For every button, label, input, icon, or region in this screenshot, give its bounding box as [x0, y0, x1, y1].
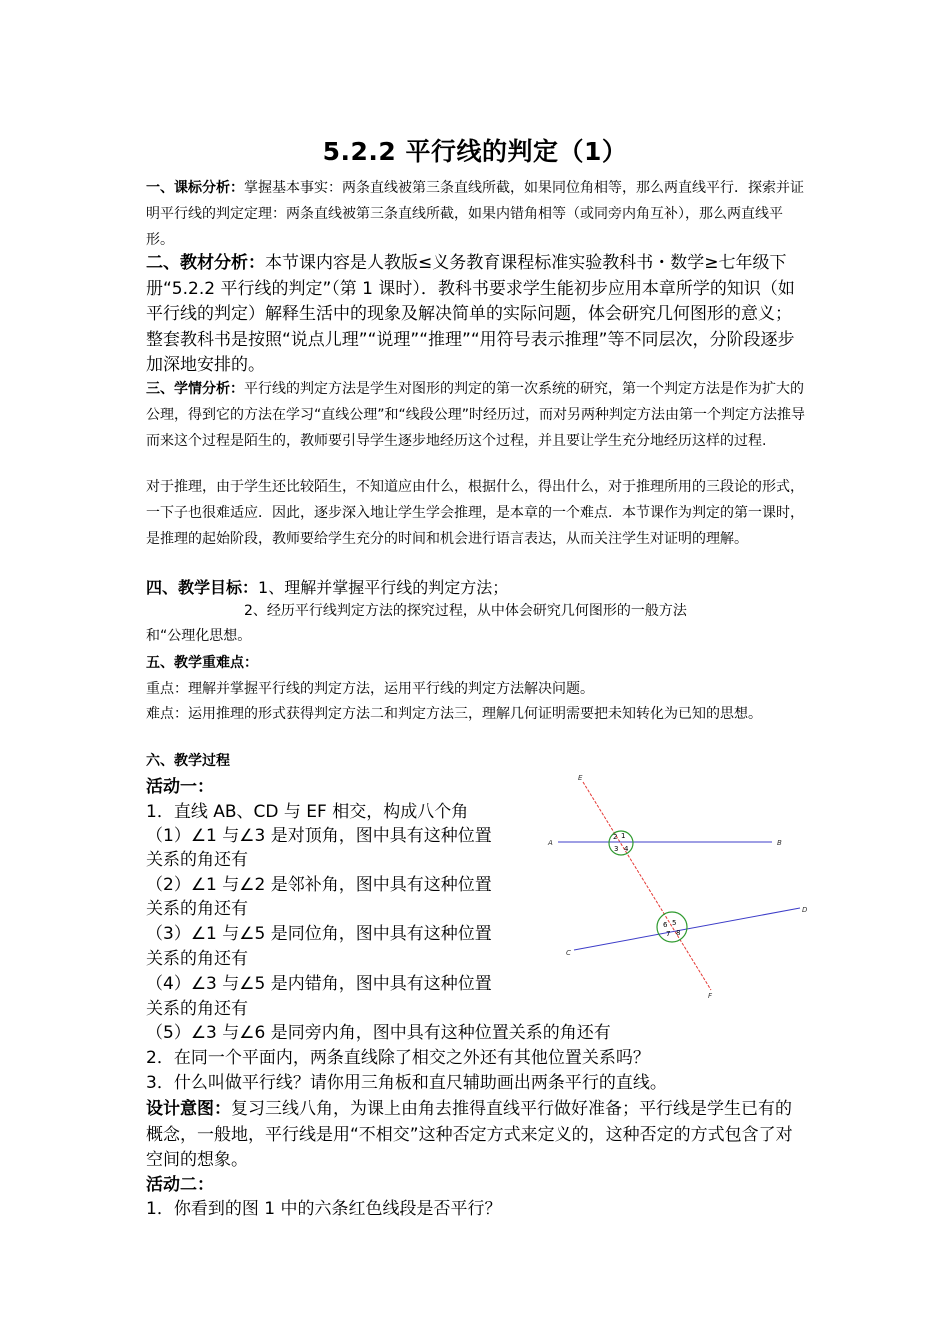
angle-label: 6 [663, 921, 668, 929]
transversal-ef [583, 782, 711, 990]
section-heading: 三、学情分析： [146, 381, 244, 397]
angle-label: 1 [621, 832, 626, 840]
angle-label: 3 [614, 845, 619, 853]
angle-marker-bottom [657, 912, 687, 942]
goal-1: 1、理解并掌握平行线的判定方法； [258, 578, 509, 597]
section-text: 掌握基本事实：两条直线被第三条直线所截，如果同位角相等，那么两直线平行．探索并证明平行线的判定定理：两条直线被第三条直线所截，如果内错角相等（或同旁内角互补），那么两直线平形。 [146, 180, 804, 248]
activity-1-question-3: 3．什么叫做平行线？请你用三角板和直尺辅助画出两条平行的直线。 [146, 1073, 667, 1093]
section-teaching-process-heading: 六、教学过程 [146, 753, 230, 769]
list-item: 关系的角还有 [146, 850, 248, 870]
goal-2-continued: 和“公理化思想。 [146, 628, 252, 644]
angle-label: 5 [672, 919, 677, 927]
page-title: 5.2.2 平行线的判定（1） [322, 137, 628, 166]
section-curriculum-analysis [146, 175, 806, 253]
label-c: C [566, 949, 571, 957]
label-b: B [777, 839, 782, 847]
section-heading: 二、教材分析： [146, 253, 265, 273]
label-e: E [578, 774, 583, 782]
section-heading: 一、课标分析： [146, 180, 244, 196]
section-heading: 四、教学目标： [146, 578, 259, 597]
section-text: 平行线的判定方法是学生对图形的判定的第一次系统的研究，第一个判定方法是作为扩大的公理，得到它的方法在学习“直线公理”和“线段公理”时经历过，而对另两种判定方法由第一个判定方法推导而来这个过程是陌生的，教师要引导学生逐步地经历这个过程，并且要让学生充分地经历这样的过程. [146, 381, 806, 449]
list-item: （2）∠1 与∠2 是邻补角，图中具有这种位置 [146, 875, 492, 895]
goal-2: 2、经历平行线判定方法的探究过程，从中体会研究几何图形的一般方法 [244, 603, 687, 619]
list-item: （1）∠1 与∠3 是对顶角，图中具有这种位置 [146, 826, 492, 846]
section-textbook-analysis [146, 251, 806, 379]
activity-2-question-1: 1．你看到的图 1 中的六条红色线段是否平行？ [146, 1199, 502, 1219]
difficult-point: 难点：运用推理的形式获得判定方法二和判定方法三，理解几何证明需要把未知转化为已知的思想。 [146, 706, 762, 722]
activity-1-question-2: 2．在同一个平面内，两条直线除了相交之外还有其他位置关系吗？ [146, 1048, 650, 1068]
list-item: （3）∠1 与∠5 是同位角，图中具有这种位置 [146, 924, 492, 944]
activity-1-heading: 活动一： [146, 777, 214, 797]
label-d: D [802, 906, 808, 914]
list-item: （4）∠3 与∠5 是内错角，图中具有这种位置 [146, 974, 492, 994]
list-item: 关系的角还有 [146, 899, 248, 919]
list-item: （5）∠3 与∠6 是同旁内角，图中具有这种位置关系的角还有 [146, 1023, 611, 1043]
design-intent [146, 1097, 806, 1174]
intersecting-lines-figure [544, 772, 816, 1000]
section-student-analysis [146, 376, 806, 454]
section-text: 本节课内容是人教版≤义务教育课程标准实验教科书・数学≥七年级下册“5.2.2 平行线的判定”（第 1 课时）．教科书要求学生能初步应用本章所学的知识（如平行线的判定）解释生活中的现象及解决简单的实际问题，体会研究几何图形的意义；整套教科书是按照“说点儿理”“说理”“推理”“用符号表示推理”等不同层次，分阶段逐步加深地安排的。 [146, 253, 795, 375]
key-point: 重点：理解并掌握平行线的判定方法，运用平行线的判定方法解决问题。 [146, 681, 594, 697]
list-item: 关系的角还有 [146, 999, 248, 1019]
angle-label: 7 [666, 930, 671, 938]
activity-1-question-1: 1．直线 AB、CD 与 EF 相交，构成八个角 [146, 802, 469, 822]
section-heading: 设计意图： [146, 1099, 231, 1119]
activity-2-heading: 活动二： [146, 1175, 214, 1195]
label-f: F [708, 992, 713, 1000]
section-key-points-heading: 五、教学重难点： [146, 655, 258, 671]
section-text: 复习三线八角，为课上由角去推得直线平行做好准备；平行线是学生已有的概念，一般地，平行线是用“不相交”这种否定方式来定义的，这种否定的方式包含了对空间的想象。 [146, 1099, 793, 1170]
angle-label: 8 [676, 929, 681, 937]
angle-label: 2 [613, 833, 618, 841]
angle-label: 4 [624, 845, 629, 853]
list-item: 关系的角还有 [146, 949, 248, 969]
label-a: A [548, 839, 553, 847]
section-student-analysis-2: 对于推理，由于学生还比较陌生，不知道应由什么，根据什么，得出什么，对于推理所用的三段论的形式，一下子也很难适应．因此，逐步深入地让学生学会推理，是本章的一个难点．本节课作为判定的第一课时，是推理的起始阶段，教师要给学生充分的时间和机会进行语言表达，从而关注学生对证明的理解。 [146, 479, 804, 547]
